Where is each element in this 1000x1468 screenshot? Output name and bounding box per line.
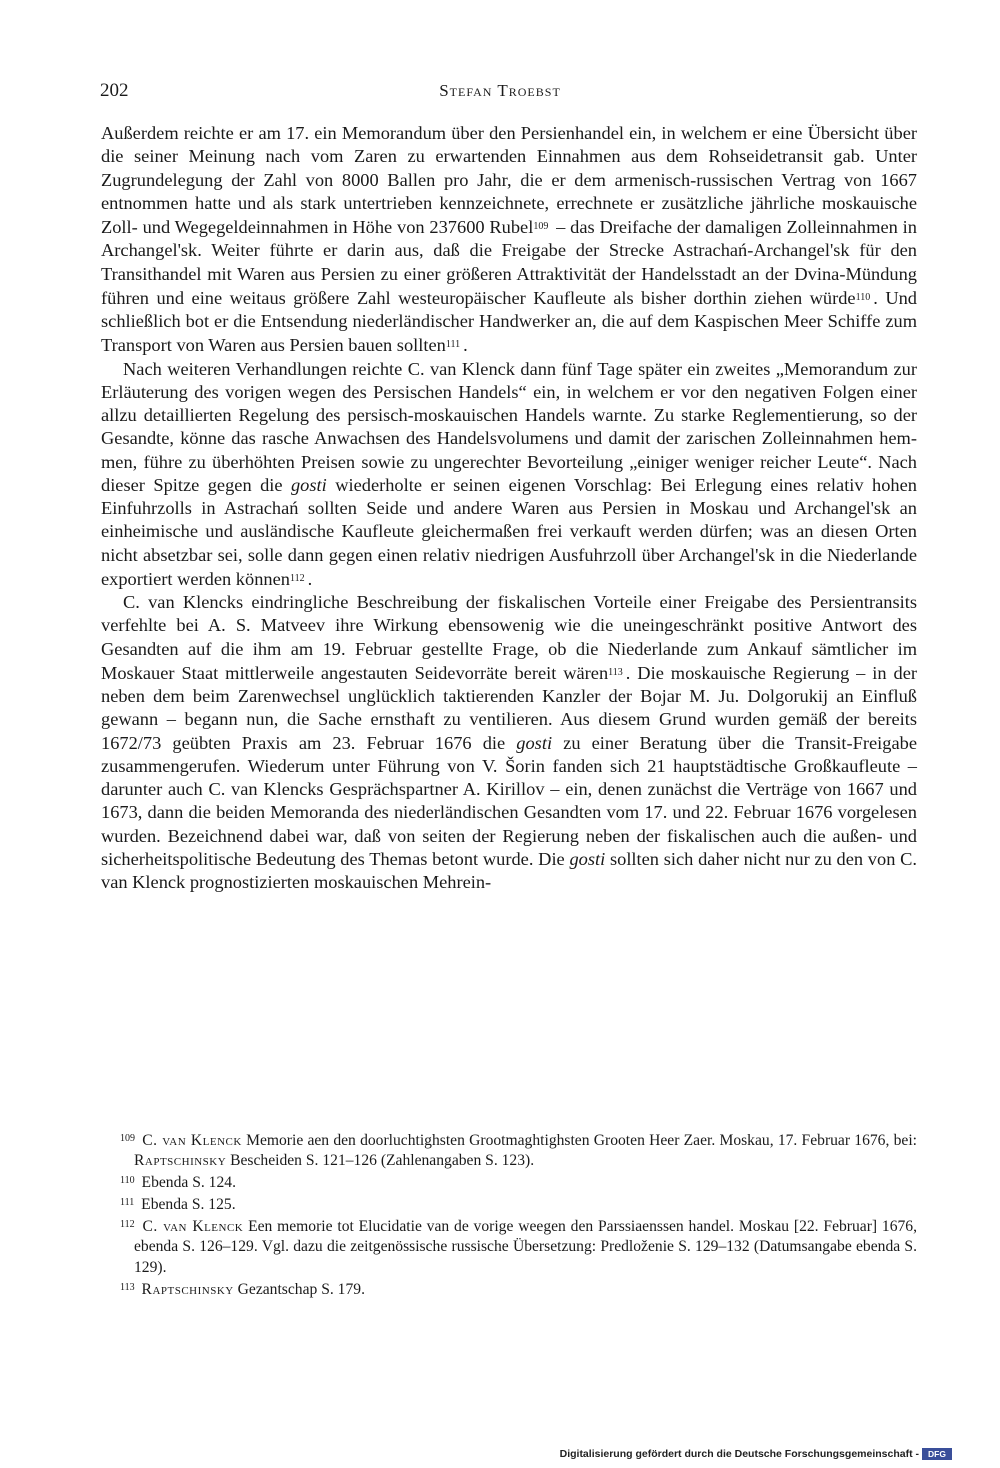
dfg-logo-icon: DFG (922, 1448, 952, 1460)
italic-term: gosti (569, 848, 606, 869)
paragraph-3: C. van Klencks eindringliche Beschreibung der fiskalischen Vorteile einer Freigabe des Persientransits verfehlte bei A. S. Matveev ihre Wirkung ebensowenig wie die uneingeschränkt positive Antwort des Gesandten auf die ihm am 19. Februar gestellte Frage, ob die Niederlande zum Ankauf sämtlicher im Moskauer Staat mittlerweile angestauten Seidevorräte bereit wären$^{113}$ . Die moskauische Regierung – in der neben dem beim Zarenwechsel unglücklich taktierenden Kanzler der Bojar M. Ju. Dolgorukij an Einfluß gewann – begann nun, die Sache ernsthaft zu ventilieren. Aus diesem Grund wurden gemäß der bereits 1672/73 geübten Praxis am 23. Februar 1676 die gosti zu einer Beratung über die Transit-Freigabe zusammengerufen. Wiederum unter Führung von V. Šorin fanden sich 21 hauptstädtische Großkaufleute – darunter auch C. van Klencks Gesprächspartner A. Kirillov – ein, denen zunächst die Verträge von 1667 und 1673, dann die beiden Memoranda des niederländischen Gesandten vom 17. und 22. Februar 1676 vorgelesen wurden. Bezeichnend dabei war, daß von seiten der Regierung neben der fiskalischen auch die außen- und sicherheitspolitische Bedeutung des Themas betont wurde. Die gosti sollten sich daher nicht nur zu den von C. van Klenck prognostizierten moskauischen Mehrein- (101, 592, 917, 892)
footnote-112: $^{112}$ C. van Klenck Een memorie tot Elucidatie van de vorige weegen den Parssiaenssen handel. Moskau [22. Februar] 1676, ebenda S. 126–129. Vgl. dazu die zeitgenössische russische Übersetzung: Predloženie S. 129–132 (Datumsangabe ebenda S. 129). (120, 1218, 917, 1276)
footnote-ref-109[interactable]: 109 (533, 221, 549, 232)
paragraph-2: Nach weiteren Verhandlungen reichte C. van Klenck dann fünf Tage später ein zweites „Memorandum zur Erläuterung des vorigen wegen des Persischen Handels“ ein, in welchem er vor den negativen Folgen einer allzu detaillierten Regelung des persisch-moskauischen Handels warnte. Zu starke Reglementierung, so der Gesandte, könne das rasche Anwachsen des Handelsvolumens und damit der zarischen Zolleinnahmen hemmen, führe zu überhöhten Preisen sowie zu ungerechter Bevorteilung „einiger weniger reicher Leute“. Nach dieser Spitze gegen die gosti wiederholte er seinen eigenen Vorschlag: Bei Erlegung eines relativ hohen Einfuhrzolls in Astrachań sollten Seide und andere Waren aus Persien in Moskau und Archangel'sk an einheimische und ausländische Kaufleute gleichermaßen frei verkauft werden dürfen; was an diesen Orten nicht absetzbar sei, solle dann gegen einen relativ niedrigen Ausfuhrzoll über Archangel'sk in die Niederlande exportiert werden können$^{112}$ . (101, 358, 917, 589)
page-number: 202 (100, 80, 129, 101)
body-text (101, 122, 917, 894)
digitization-text: Digitalisierung gefördert durch die Deutsche Forschungsgemeinschaft - (559, 1448, 919, 1460)
digitization-note (560, 1448, 952, 1460)
footnote-ref-111[interactable]: 111 (445, 339, 461, 351)
footnote-ref-110[interactable]: 110 (855, 291, 871, 303)
italic-term: gosti (290, 474, 327, 495)
footnote-111: $^{111}$ Ebenda S. 125. (120, 1196, 236, 1214)
paragraph-1: Außerdem reichte er am 17. ein Memorandum über den Persienhandel ein, in welchem er eine Übersicht über die seiner Meinung nach vom Zaren zu erwartenden Einnahmen aus dem Rohseidetransit gab. Unter Zugrundelegung der Zahl von 8000 Ballen pro Jahr, die er dem armenisch-russischen Vertrag von 1667 entnommen hatte und als stark untertrieben kennzeichnete, errechnete er zusätzliche jährliche moskauische Zoll- und Wegegeldeinnahmen in Höhe von 237600 Rubel$^{109}$ – das Dreifache der damaligen Zolleinnahmen in Archangel'sk. Weiter führte er darin aus, daß die Freigabe der Strecke Astrachań-Archangel'sk für den Transithandel mit Waren aus Persien zu einer größeren Attraktivität der Handelsstadt an der Dvina-Mündung führen und eine weitaus größere Zahl westeuropäischer Kaufleute als bisher dorthin ziehen würde$^{110}$ . Und schließlich bot er die Entsendung niederländischer Handwerker an, die auf dem Kaspischen Meer Schiffe zum Transport von Waren aus Persien bauen sollten$^{111}$ . (101, 123, 917, 356)
footnote-113: $^{113}$ Raptschinsky Gezantschap S. 179. (120, 1280, 365, 1298)
running-head: Stefan Troebst (439, 81, 561, 100)
footnotes (120, 1129, 917, 1300)
footnote-110: $^{110}$ Ebenda S. 124. (120, 1174, 236, 1192)
italic-term: gosti (516, 732, 553, 753)
footnote-ref-112[interactable]: 112 (289, 572, 305, 584)
footnote-ref-113[interactable]: 113 (608, 666, 623, 678)
footnote-109: $^{109}$ C. van Klenck Memorie aen den doorluchtighsten Grootmaghtighsten Grooten Heer Zaer. Moskau, 17. Februar 1676, bei: Raptschinsky Bescheiden S. 121–126 (Zahlenangaben S. 123). (120, 1132, 917, 1170)
